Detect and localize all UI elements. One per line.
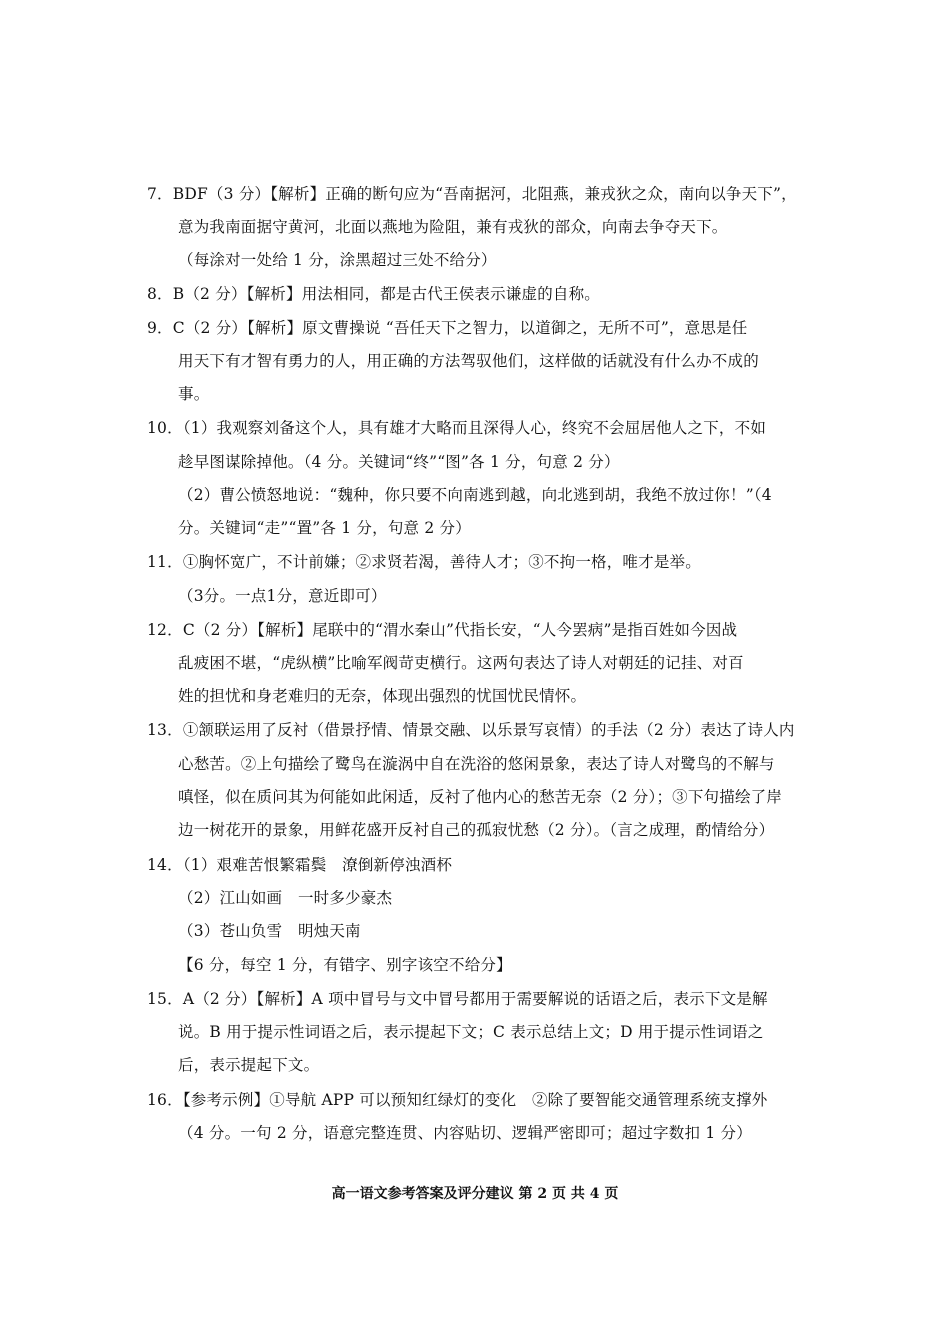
text-line: 15．A（2 分）【解析】A 项中冒号与文中冒号都用于需要解说的话语之后，表示下文是解 — [147, 990, 768, 1008]
page-footer: 高一语文参考答案及评分建议 第 2 页 共 4 页 — [331, 1186, 619, 1202]
text-line: 10．（1）我观察刘备这个人，具有雄才大略而且深得人心，终究不会屈居他人之下，不如 — [147, 419, 767, 437]
text-line: （4 分。一句 2 分，语意完整连贯、内容贴切、逻辑严密即可；超过字数扣 1 分） — [178, 1124, 752, 1142]
text-line: （3分。一点1分，意近即可） — [178, 587, 387, 605]
text-line: （2）江山如画 一时多少豪杰 — [178, 889, 393, 907]
text-line: 13．①颔联运用了反衬（借景抒情、情景交融、以乐景写哀情）的手法（2 分）表达了诗人内 — [147, 721, 795, 739]
text-line: 7．BDF（3 分）【解析】正确的断句应为“吾南据河，北阻燕，兼戎狄之众，南向以争天下”， — [147, 185, 797, 203]
text-line: 心愁苦。②上句描绘了鹭鸟在漩涡中自在洗浴的悠闲景象，表达了诗人对鹭鸟的不解与 — [178, 755, 775, 773]
text-line: 意为我南面据守黄河，北面以燕地为险阻，兼有戎狄的部众，向南去争夺天下。 — [178, 218, 728, 236]
text-line: 事。 — [178, 385, 210, 403]
text-line: 后，表示提起下文。 — [178, 1056, 320, 1074]
text-line: 边一树花开的景象，用鲜花盛开反衬自己的孤寂忧愁（2 分）。（言之成理，酌情给分） — [178, 821, 775, 839]
text-line: 趁早图谋除掉他。（4 分。关键词“终”“图”各 1 分，句意 2 分） — [178, 453, 620, 471]
text-line: 姓的担忧和身老难归的无奈，体现出强烈的忧国忧民情怀。 — [178, 687, 587, 705]
text-line: （3）苍山负雪 明烛天南 — [178, 922, 361, 940]
text-line: 嗔怪，似在质问其为何能如此闲适，反衬了他内心的愁苦无奈（2 分）；③下句描绘了岸 — [178, 788, 783, 806]
text-line: 12．C（2 分）【解析】尾联中的“渭水秦山”代指长安，“人今罢病”是指百姓如今因战 — [147, 621, 738, 639]
text-line: 9．C（2 分）【解析】原文曹操说 “吾任天下之智力，以道御之，无所不可”，意思是任 — [147, 319, 748, 337]
text-line: 用天下有才智有勇力的人，用正确的方法驾驭他们，这样做的话就没有什么办不成的 — [178, 352, 759, 370]
text-line: 14．（1）艰难苦恨繁霜鬓 潦倒新停浊酒杯 — [147, 856, 453, 874]
text-line: 分。关键词“走”“置”各 1 分，句意 2 分） — [178, 519, 471, 537]
text-line: 16．【参考示例】①导航 APP 可以预知红绿灯的变化 ②除了要智能交通管理系统支撑外 — [147, 1091, 768, 1109]
text-line: 11．①胸怀宽广，不计前嫌；②求贤若渴，善待人才；③不拘一格，唯才是举。 — [147, 553, 701, 571]
text-line: 【6 分，每空 1 分，有错字、别字该空不给分】 — [178, 956, 512, 974]
text-line: 8．B（2 分）【解析】用法相同，都是古代王侯表示谦虚的自称。 — [147, 285, 600, 303]
text-line: 乱疲困不堪，“虎纵横”比喻军阀苛吏横行。这两句表达了诗人对朝廷的记挂、对百 — [178, 654, 744, 672]
text-line: （每涂对一处给 1 分，涂黑超过三处不给分） — [178, 251, 497, 269]
text-line: 说。B 用于提示性词语之后，表示提起下文；C 表示总结上文；D 用于提示性词语之 — [178, 1023, 764, 1041]
text-line: （2）曹公愤怒地说：“魏种，你只要不向南逃到越，向北逃到胡，我绝不放过你！”（4 — [178, 486, 772, 504]
